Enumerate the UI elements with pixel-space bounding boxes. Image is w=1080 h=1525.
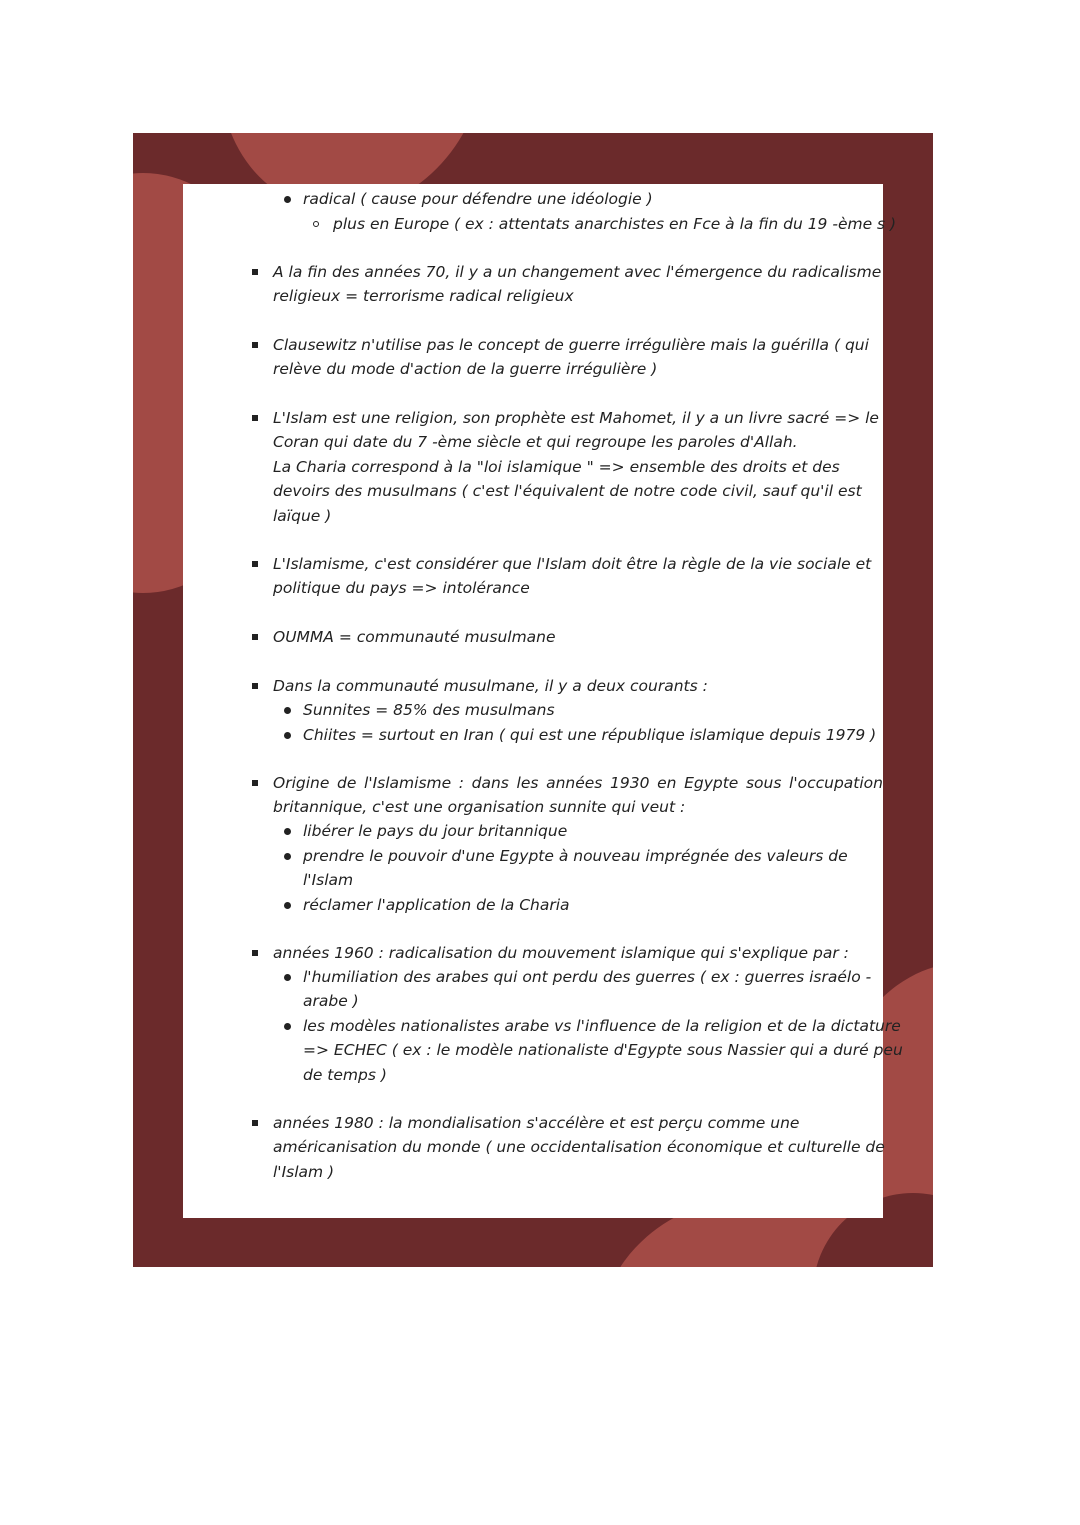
note-line: l'Islam [303, 870, 354, 889]
note-line: laïque ) [273, 506, 332, 525]
note-line: La Charia correspond à la "loi islamique " => ensemble des droits et des [273, 457, 840, 476]
note-line: radical ( cause pour défendre une idéologie ) [303, 190, 653, 208]
note-line: L'Islamisme, c'est considérer que l'Islam doit être la règle de la vie sociale et [273, 555, 872, 573]
square-bullet-icon [252, 269, 258, 275]
note-line: relève du mode d'action de la guerre irrégulière ) [273, 360, 658, 379]
note-line: années 1980 : la mondialisation s'accélère et est perçu comme une [273, 1114, 800, 1132]
note-line: l'humiliation des arabes qui ont perdu des guerres ( ex : guerres israélo - [303, 968, 872, 986]
note-line: les modèles nationalistes arabe vs l'influence de la religion et de la dictature [303, 1017, 901, 1035]
square-bullet-icon [252, 780, 258, 786]
dot-icon [284, 902, 291, 909]
square-bullet-icon [252, 415, 258, 421]
square-bullet-icon [252, 634, 258, 640]
note-line: plus en Europe ( ex : attentats anarchistes en Fce à la fin du 19 -ème s ) [333, 214, 897, 233]
note-line: Origine de l'Islamisme : dans les années 1930 en Egypte sous l'occupation [273, 774, 883, 792]
note-line: OUMMA = communauté musulmane [273, 628, 556, 646]
note-line: de temps ) [303, 1065, 387, 1084]
note-line: religieux = terrorisme radical religieux [273, 287, 574, 306]
dot-icon [284, 732, 291, 739]
square-bullet-icon [252, 342, 258, 348]
note-line: Sunnites = 85% des musulmans [303, 701, 555, 719]
dot-icon [284, 1023, 291, 1030]
note-line: arabe ) [303, 992, 359, 1011]
note-line: britannique, c'est une organisation sunnite qui veut : [273, 798, 686, 817]
note-line: américanisation du monde ( une occidentalisation économique et culturelle de [273, 1138, 885, 1157]
note-line: A la fin des années 70, il y a un changement avec l'émergence du radicalisme [273, 263, 882, 281]
square-bullet-icon [252, 950, 258, 956]
note-line: politique du pays => intolérance [273, 579, 530, 598]
note-line: Dans la communauté musulmane, il y a deux courants : [273, 677, 708, 695]
dot-icon [284, 707, 291, 714]
note-line: prendre le pouvoir d'une Egypte à nouveau imprégnée des valeurs de [303, 846, 848, 865]
note-line: devoirs des musulmans ( c'est l'équivalent de notre code civil, sauf qu'il est [273, 482, 862, 501]
note-line: => ECHEC ( ex : le modèle nationaliste d'Egypte sous Nassier qui a duré peu [303, 1041, 903, 1060]
note-line: Chiites = surtout en Iran ( qui est une république islamique depuis 1979 ) [303, 725, 877, 744]
dot-icon [284, 853, 291, 860]
note-line: années 1960 : radicalisation du mouvement islamique qui s'explique par : [273, 944, 849, 962]
circle-icon [313, 221, 319, 227]
dot-icon [284, 196, 291, 203]
note-line: L'Islam est une religion, son prophète est Mahomet, il y a un livre sacré => le [273, 409, 879, 427]
note-line: libérer le pays du jour britannique [303, 822, 568, 840]
square-bullet-icon [252, 1120, 258, 1126]
note-line: l'Islam ) [273, 1162, 335, 1181]
dot-icon [284, 828, 291, 835]
square-bullet-icon [252, 683, 258, 689]
note-line: Coran qui date du 7 -ème siècle et qui regroupe les paroles d'Allah. [273, 433, 798, 452]
square-bullet-icon [252, 561, 258, 567]
dot-icon [284, 974, 291, 981]
note-line: Clausewitz n'utilise pas le concept de guerre irrégulière mais la guérilla ( qui [273, 336, 869, 354]
note-line: réclamer l'application de la Charia [303, 895, 570, 914]
